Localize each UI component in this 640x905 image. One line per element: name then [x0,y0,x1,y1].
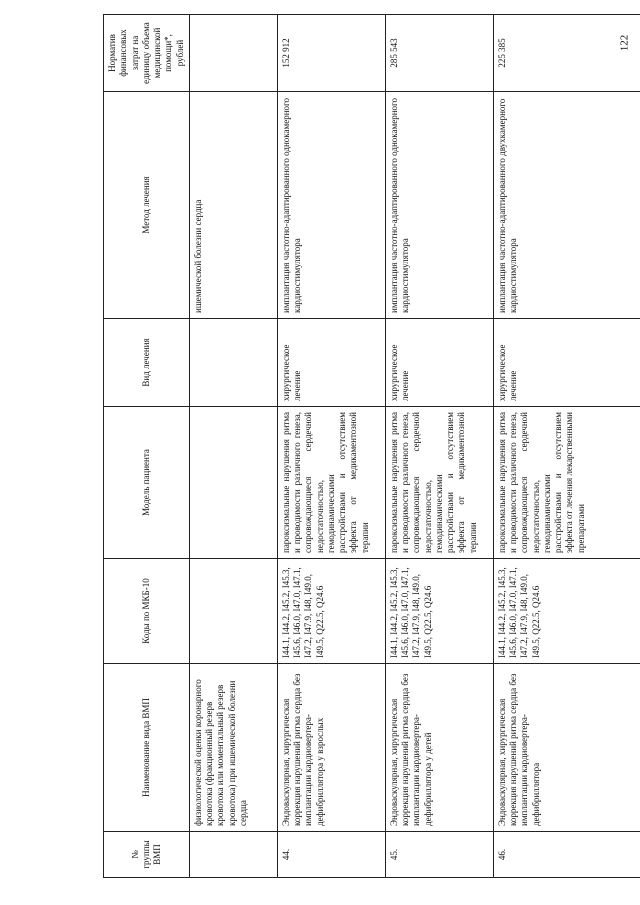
header-icd-codes: Коды по МКБ-10 [104,559,190,664]
cell-cost: 225 385 [493,15,640,92]
header-treatment-method: Метод лечения [104,92,190,319]
table-row [385,15,493,878]
header-vmp-name: Наименование вида ВМП [104,664,190,832]
table-row [493,15,640,878]
cell-treatment-type: хирургическое лечение [385,319,493,407]
cell-treatment-method: имплантация частотно-адаптированного двухкамерного кардиостимулятора [493,92,640,319]
rotated-table-container [103,15,633,878]
cell-empty [189,832,277,878]
cell-vmp-name-continuation: физиологической оценки коронарного кровотока (фракционный резерв кровотока или моментальный резерв кровотока) при ишемической болезни сердца [189,664,277,832]
table-row [277,15,385,878]
cell-icd-codes: I44.1, I44.2, I45.2, I45.3, I45.6, I46.0, I47.0, I47.1, I47.2, I47.9, I48, I49.0, I49.5, Q22.5, Q24.6 [385,559,493,664]
cell-icd-codes: I44.1, I44.2, I45.2, I45.3, I45.6, I46.0, I47.0, I47.1, I47.2, I47.9, I48, I49.0, I49.5, Q22.5, Q24.6 [493,559,640,664]
cell-cost: 285 543 [385,15,493,92]
table-header-row [104,15,190,878]
cell-treatment-method: имплантация частотно-адаптированного однокамерного кардиостимулятора [385,92,493,319]
cell-group-number: 45. [385,832,493,878]
header-treatment-type: Вид лечения [104,319,190,407]
cell-empty [189,407,277,559]
cell-empty [189,319,277,407]
cell-cost: 152 912 [277,15,385,92]
cell-patient-model: пароксизмальные нарушения ритма и проводимости различного генеза, сопровождающиеся сердечной недостаточностью, гемодинамическими расстройствами и отсутствием эффекта от лечения лекарственными препаратами [493,407,640,559]
header-patient-model: Модель пациента [104,407,190,559]
cell-vmp-name: Эндоваскулярная, хирургическая коррекция нарушений ритма сердца без имплантации кардиовертера-дефибриллятора у детей [385,664,493,832]
cell-group-number: 44. [277,832,385,878]
cell-vmp-name: Эндоваскулярная, хирургическая коррекция нарушений ритма сердца без имплантации кардиовертера-дефибриллятора [493,664,640,832]
continuation-row [189,15,277,878]
page-number: 122 [618,34,630,52]
cell-empty [189,15,277,92]
cell-method-continuation: ишемической болезни сердца [189,92,277,319]
cell-icd-codes: I44.1, I44.2, I45.2, I45.3, I45.6, I46.0, I47.0, I47.1, I47.2, I47.9, I48, I49.0, I49.5, Q22.5, Q24.6 [277,559,385,664]
header-cost-norm: Норматив финансовых затрат на единицу объема медицинской помощи*, рублей [104,15,190,92]
cell-vmp-name: Эндоваскулярная, хирургическая коррекция нарушений ритма сердца без имплантации кардиовертера-дефибриллятора у взрослых [277,664,385,832]
header-group-number: № группы ВМП [104,832,190,878]
cell-treatment-type: хирургическое лечение [277,319,385,407]
cell-empty [189,559,277,664]
vmp-table [103,14,640,878]
cell-treatment-type: хирургическое лечение [493,319,640,407]
cell-group-number: 46. [493,832,640,878]
cell-patient-model: пароксизмальные нарушения ритма и проводимости различного генеза, сопровождающиеся сердечной недостаточностью, гемодинамическими расстройствами и отсутствием эффекта от медикаментозной терапии [385,407,493,559]
cell-treatment-method: имплантация частотно-адаптированного однокамерного кардиостимулятора [277,92,385,319]
cell-patient-model: пароксизмальные нарушения ритма и проводимости различного генеза, сопровождающиеся сердечной недостаточностью, гемодинамическими расстройствами и отсутствием эффекта от медикаментозной терапии [277,407,385,559]
